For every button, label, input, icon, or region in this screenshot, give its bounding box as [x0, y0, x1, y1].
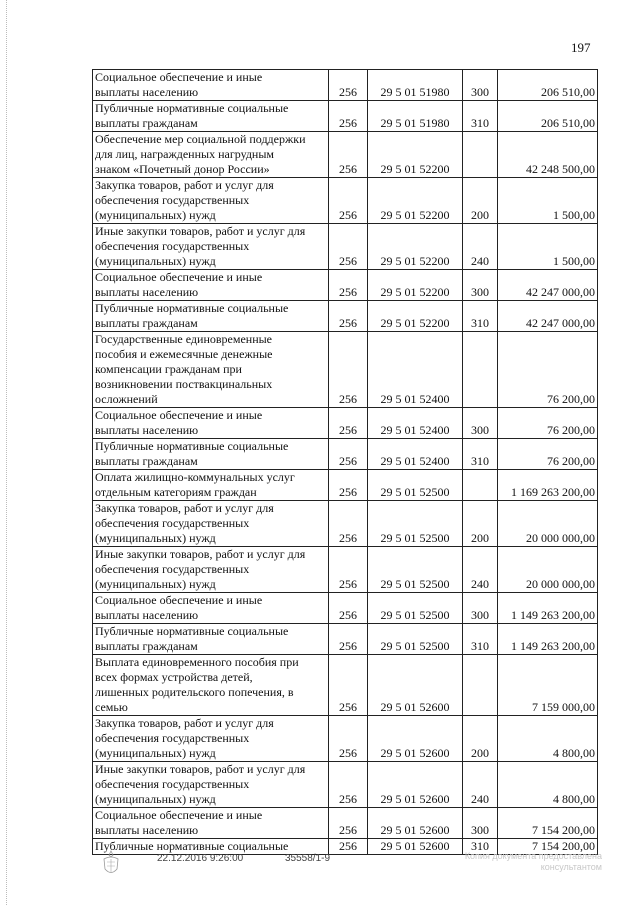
row-sum-cell: 76 200,00 [498, 332, 598, 408]
table-row [93, 716, 598, 762]
row-csr-code-cell: 29 5 01 52600 [368, 762, 463, 808]
row-vr-code-cell: 310 [463, 839, 498, 855]
row-sum-cell: 1 500,00 [498, 178, 598, 224]
row-csr-code-cell: 29 5 01 52200 [368, 224, 463, 270]
table-row [93, 332, 598, 408]
row-csr-code-cell: 29 5 01 52400 [368, 439, 463, 470]
table-row [93, 470, 598, 501]
row-name-cell: Выплата единовременного пособия при всех формах устройства детей, лишенных родительского попечения, в семью [93, 655, 329, 716]
row-vr-code-cell: 240 [463, 762, 498, 808]
row-ved-code-cell: 256 [329, 501, 368, 547]
row-name-cell: Оплата жилищно-коммунальных услуг отдельным категориям граждан [93, 470, 329, 501]
table-row [93, 178, 598, 224]
table-row [93, 501, 598, 547]
table-row [93, 624, 598, 655]
row-sum-cell: 42 247 000,00 [498, 270, 598, 301]
row-vr-code-cell: 200 [463, 178, 498, 224]
row-ved-code-cell: 256 [329, 808, 368, 839]
row-name-cell: Социальное обеспечение и иные выплаты населению [93, 593, 329, 624]
row-sum-cell: 1 149 263 200,00 [498, 593, 598, 624]
table-row [93, 593, 598, 624]
row-ved-code-cell: 256 [329, 624, 368, 655]
row-name-cell: Публичные нормативные социальные выплаты гражданам [93, 301, 329, 332]
row-vr-code-cell [463, 655, 498, 716]
budget-table [92, 69, 598, 855]
row-csr-code-cell: 29 5 01 52200 [368, 132, 463, 178]
row-vr-code-cell: 310 [463, 624, 498, 655]
row-csr-code-cell: 29 5 01 52400 [368, 332, 463, 408]
row-sum-cell: 206 510,00 [498, 70, 598, 101]
row-ved-code-cell: 256 [329, 470, 368, 501]
row-ved-code-cell: 256 [329, 439, 368, 470]
row-ved-code-cell: 256 [329, 655, 368, 716]
row-ved-code-cell: 256 [329, 547, 368, 593]
row-sum-cell: 76 200,00 [498, 439, 598, 470]
row-ved-code-cell: 256 [329, 716, 368, 762]
row-sum-cell: 1 500,00 [498, 224, 598, 270]
row-vr-code-cell: 240 [463, 547, 498, 593]
row-vr-code-cell [463, 470, 498, 501]
row-csr-code-cell: 29 5 01 52200 [368, 178, 463, 224]
table-row [93, 439, 598, 470]
row-ved-code-cell: 256 [329, 762, 368, 808]
row-csr-code-cell: 29 5 01 52600 [368, 716, 463, 762]
row-sum-cell: 76 200,00 [498, 408, 598, 439]
row-sum-cell: 4 800,00 [498, 716, 598, 762]
row-sum-cell: 4 800,00 [498, 762, 598, 808]
row-ved-code-cell: 256 [329, 839, 368, 855]
row-name-cell: Иные закупки товаров, работ и услуг для обеспечения государственных (муниципальных) нужд [93, 762, 329, 808]
row-ved-code-cell: 256 [329, 270, 368, 301]
table-row [93, 132, 598, 178]
row-csr-code-cell: 29 5 01 52500 [368, 547, 463, 593]
table-row [93, 301, 598, 332]
row-csr-code-cell: 29 5 01 52600 [368, 655, 463, 716]
row-ved-code-cell: 256 [329, 70, 368, 101]
row-csr-code-cell: 29 5 01 51980 [368, 101, 463, 132]
row-csr-code-cell: 29 5 01 52600 [368, 839, 463, 855]
row-name-cell: Публичные нормативные социальные выплаты гражданам [93, 439, 329, 470]
row-name-cell: Публичные нормативные социальные [93, 839, 329, 855]
row-name-cell: Публичные нормативные социальные выплаты гражданам [93, 624, 329, 655]
row-name-cell: Закупка товаров, работ и услуг для обеспечения государственных (муниципальных) нужд [93, 178, 329, 224]
row-csr-code-cell: 29 5 01 51980 [368, 70, 463, 101]
row-vr-code-cell: 200 [463, 716, 498, 762]
row-vr-code-cell: 200 [463, 501, 498, 547]
row-vr-code-cell: 300 [463, 70, 498, 101]
footer-datetime: 22.12.2016 9:26:00 [157, 853, 244, 864]
row-csr-code-cell: 29 5 01 52500 [368, 624, 463, 655]
row-vr-code-cell: 310 [463, 439, 498, 470]
emblem-icon [100, 849, 122, 879]
row-name-cell: Социальное обеспечение и иные выплаты населению [93, 270, 329, 301]
row-vr-code-cell: 300 [463, 593, 498, 624]
row-csr-code-cell: 29 5 01 52200 [368, 301, 463, 332]
row-name-cell: Социальное обеспечение и иные выплаты населению [93, 808, 329, 839]
table-row [93, 655, 598, 716]
table-row [93, 808, 598, 839]
footer-doc-number: 35558/1-9 [285, 853, 331, 864]
row-sum-cell: 1 149 263 200,00 [498, 624, 598, 655]
scan-binding-edge [0, 0, 7, 905]
row-sum-cell: 7 159 000,00 [498, 655, 598, 716]
row-ved-code-cell: 256 [329, 101, 368, 132]
row-ved-code-cell: 256 [329, 132, 368, 178]
row-sum-cell: 206 510,00 [498, 101, 598, 132]
row-name-cell: Закупка товаров, работ и услуг для обеспечения государственных (муниципальных) нужд [93, 716, 329, 762]
row-name-cell: Иные закупки товаров, работ и услуг для обеспечения государственных (муниципальных) нужд [93, 224, 329, 270]
row-name-cell: Государственные единовременные пособия и ежемесячные денежные компенсации гражданам при возникновении поствакцинальных осложнений [93, 332, 329, 408]
row-name-cell: Обеспечение мер социальной поддержки для лиц, награжденных нагрудным знаком «Почетный донор России» [93, 132, 329, 178]
row-csr-code-cell: 29 5 01 52200 [368, 270, 463, 301]
row-csr-code-cell: 29 5 01 52500 [368, 593, 463, 624]
row-sum-cell: 7 154 200,00 [498, 808, 598, 839]
row-vr-code-cell: 300 [463, 408, 498, 439]
table-row [93, 270, 598, 301]
row-sum-cell: 1 169 263 200,00 [498, 470, 598, 501]
row-csr-code-cell: 29 5 01 52500 [368, 470, 463, 501]
row-name-cell: Закупка товаров, работ и услуг для обеспечения государственных (муниципальных) нужд [93, 501, 329, 547]
row-ved-code-cell: 256 [329, 408, 368, 439]
row-vr-code-cell: 240 [463, 224, 498, 270]
table-row [93, 762, 598, 808]
row-vr-code-cell: 300 [463, 808, 498, 839]
row-csr-code-cell: 29 5 01 52600 [368, 808, 463, 839]
row-vr-code-cell: 310 [463, 301, 498, 332]
row-name-cell: Социальное обеспечение и иные выплаты населению [93, 70, 329, 101]
row-ved-code-cell: 256 [329, 224, 368, 270]
row-sum-cell: 42 247 000,00 [498, 301, 598, 332]
table-row [93, 224, 598, 270]
row-name-cell: Публичные нормативные социальные выплаты гражданам [93, 101, 329, 132]
row-ved-code-cell: 256 [329, 593, 368, 624]
table-row [93, 408, 598, 439]
row-vr-code-cell: 300 [463, 270, 498, 301]
table-row [93, 101, 598, 132]
row-sum-cell: 20 000 000,00 [498, 501, 598, 547]
row-ved-code-cell: 256 [329, 178, 368, 224]
row-name-cell: Иные закупки товаров, работ и услуг для обеспечения государственных (муниципальных) нужд [93, 547, 329, 593]
row-vr-code-cell [463, 132, 498, 178]
table-row [93, 70, 598, 101]
scan-watermark-stamp: Копия документа предоставлена консультантом [464, 851, 602, 872]
row-vr-code-cell: 310 [463, 101, 498, 132]
row-vr-code-cell [463, 332, 498, 408]
row-sum-cell: 42 248 500,00 [498, 132, 598, 178]
row-ved-code-cell: 256 [329, 301, 368, 332]
row-name-cell: Социальное обеспечение и иные выплаты населению [93, 408, 329, 439]
row-ved-code-cell: 256 [329, 332, 368, 408]
page-number: 197 [571, 40, 591, 55]
row-csr-code-cell: 29 5 01 52400 [368, 408, 463, 439]
table-row [93, 547, 598, 593]
row-csr-code-cell: 29 5 01 52500 [368, 501, 463, 547]
row-sum-cell: 20 000 000,00 [498, 547, 598, 593]
budget-table-body [93, 70, 598, 855]
row-sum-cell: 7 154 200,00 [498, 839, 598, 855]
